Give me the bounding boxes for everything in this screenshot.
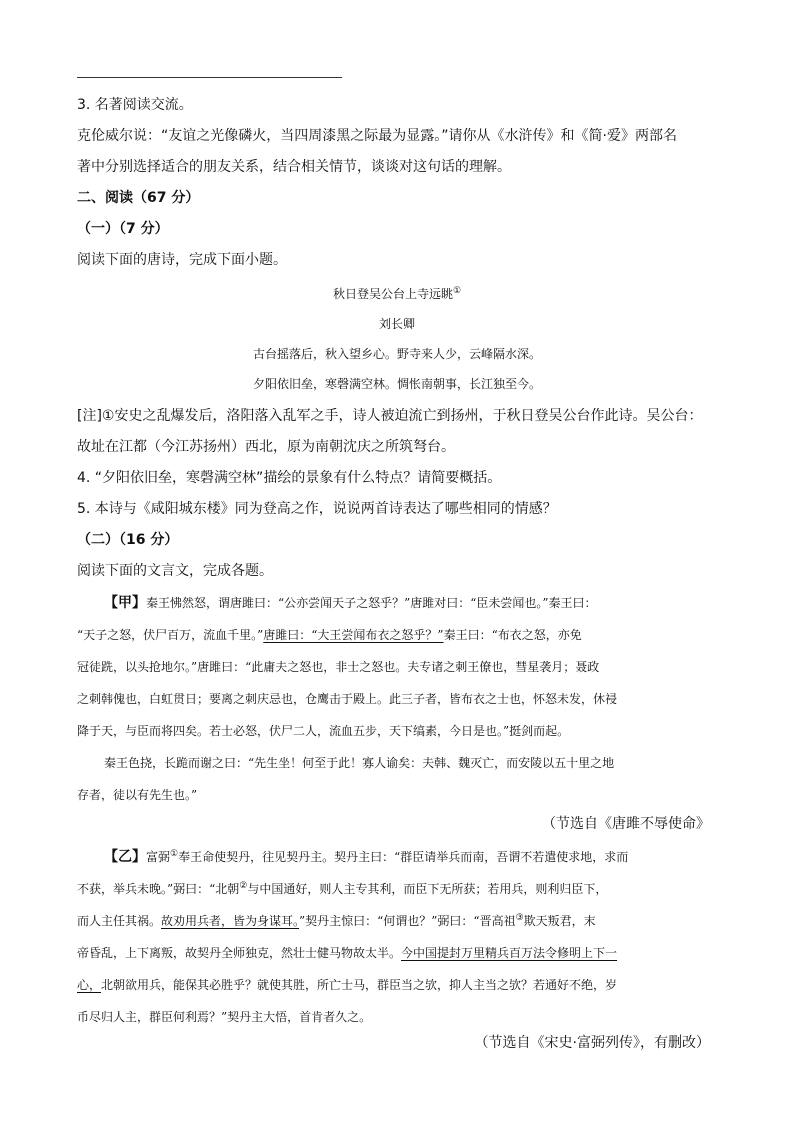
passage-yi-line4: 帝昏乱，上下离叛，故契丹全师独克，然壮士健马物故太半。今中国提封万里精兵百万法令修明上下一 (77, 946, 618, 960)
q3-text-line1: 克伦威尔说：“友谊之光像磷火，当四周漆黑之际最为显露。”请你从《水浒传》和《简·爱》两部名 (77, 128, 677, 144)
q3-title: 3. 名著阅读交流。 (77, 97, 193, 113)
underlined-sentence: 今中国提封万里精兵百万法令修明上下一 (401, 946, 618, 960)
poem-author: 刘长卿 (378, 317, 415, 331)
passage-yi-line3: 而人主任其祸。故劝用兵者，皆为身谋耳。”契丹主惊曰：“何谓也？”弼曰：“晋高祖③欺天叛君，末 (77, 913, 596, 928)
passage-label-yi: 【乙】 (104, 849, 146, 865)
passage-jia-line7: 存者，徒以有先生也。” (77, 788, 198, 802)
poem-line2: 夕阳依旧垒，寒磬满空林。惆怅南朝事，长江独至今。 (252, 377, 541, 391)
passage-jia-line6: 秦王色挠，长跪而谢之曰：“先生坐！何至于此！寡人谕矣：夫韩、魏灭亡，而安陵以五十里之地 (104, 756, 615, 770)
poem-note-line1: [注]①安史之乱爆发后，洛阳落入乱军之手，诗人被迫流亡到扬州，于秋日登吴公台作此诗。吴公台： (77, 408, 703, 424)
poem-note-line2: 故址在江都（今江苏扬州）西北，原为南朝沈庆之所筑弩台。 (77, 439, 455, 455)
q3-text-line2: 著中分别选择适合的朋友关系，结合相关情节，谈谈对这句话的理解。 (77, 159, 511, 175)
footnote-mark: ① (170, 849, 179, 859)
passage-jia-line5: 降于天，与臣而将四矣。若士必怒，伏尸二人，流血五步，天下缟素，今日是也。”挺剑而起。 (77, 724, 570, 738)
passage-yi-line1: 【乙】富弼①奉王命使契丹，往见契丹主。契丹主曰：“群臣请举兵而南，吾谓不若遣使求地，求而 (104, 849, 629, 865)
passage-yi-source: （节选自《宋史·富弼列传》，有删改） (474, 1035, 710, 1051)
part2-heading: （二）（16 分） (77, 532, 179, 548)
poem-line1: 古台摇落后，秋入望乡心。野寺来人少，云峰隔水深。 (252, 347, 541, 361)
question-4: 4. “夕阳依旧垒，寒磬满空林”描绘的景象有什么特点？请简要概括。 (77, 470, 502, 486)
passage-jia-line1: 【甲】秦王怫然怒，谓唐雎曰：“公亦尝闻天子之怒乎？”唐雎对曰：“臣未尝闻也。”秦王曰： (104, 595, 597, 611)
part2-instruction: 阅读下面的文言文，完成各题。 (77, 563, 273, 579)
passage-jia-source: （节选自《唐雎不辱使命》 (542, 816, 710, 832)
underlined-sentence: 心， (77, 978, 102, 992)
part1-heading: （一）（7 分） (77, 221, 169, 237)
underlined-sentence: 故劝用兵者，皆为身谋耳。 (161, 914, 300, 928)
footnote-mark: ② (239, 881, 248, 891)
passage-jia-line2: “天子之怒，伏尸百万，流血千里。”唐雎曰：“大王尝闻布衣之怒乎？”秦王曰：“布衣之怒，亦免 (77, 628, 582, 642)
section-heading-reading: 二、阅读（67 分） (77, 190, 200, 206)
passage-yi-line2: 不获，举兵未晚。”弼曰：“北朝②与中国通好，则人主专其利，而臣下无所获；若用兵，则利归臣下， (77, 881, 608, 896)
question-5: 5. 本诗与《咸阳城东楼》同为登高之作，说说两首诗表达了哪些相同的情感？ (77, 501, 557, 517)
footnote-mark: ① (452, 286, 462, 296)
poem-title: 秋日登吴公台上寺远眺① (332, 286, 462, 301)
passage-label-jia: 【甲】 (104, 595, 146, 611)
passage-jia-line4: 之刺韩傀也，白虹贯日；要离之刺庆忌也，仓鹰击于殿上。此三子者，皆布衣之士也，怀怒未发，休祲 (77, 692, 618, 706)
passage-yi-line6: 币尽归人主，群臣何利焉？”契丹主大悟，首肯者久之。 (77, 1010, 372, 1024)
underlined-sentence: 唐雎曰：“大王尝闻布衣之怒乎？” (263, 628, 444, 642)
footnote-mark: ③ (515, 913, 524, 923)
passage-jia-line3: 冠徒跣，以头抢地尔。”唐雎曰：“此庸夫之怒也，非士之怒也。夫专诸之刺王僚也，彗星袭月；聂政 (77, 660, 600, 674)
top-divider (77, 77, 342, 78)
part1-instruction: 阅读下面的唐诗，完成下面小题。 (77, 252, 287, 268)
passage-yi-line5: 心，北朝欲用兵，能保其必胜乎？就使其胜，所亡士马，群臣当之欤，抑人主当之欤？若通好不绝，岁 (77, 978, 618, 992)
